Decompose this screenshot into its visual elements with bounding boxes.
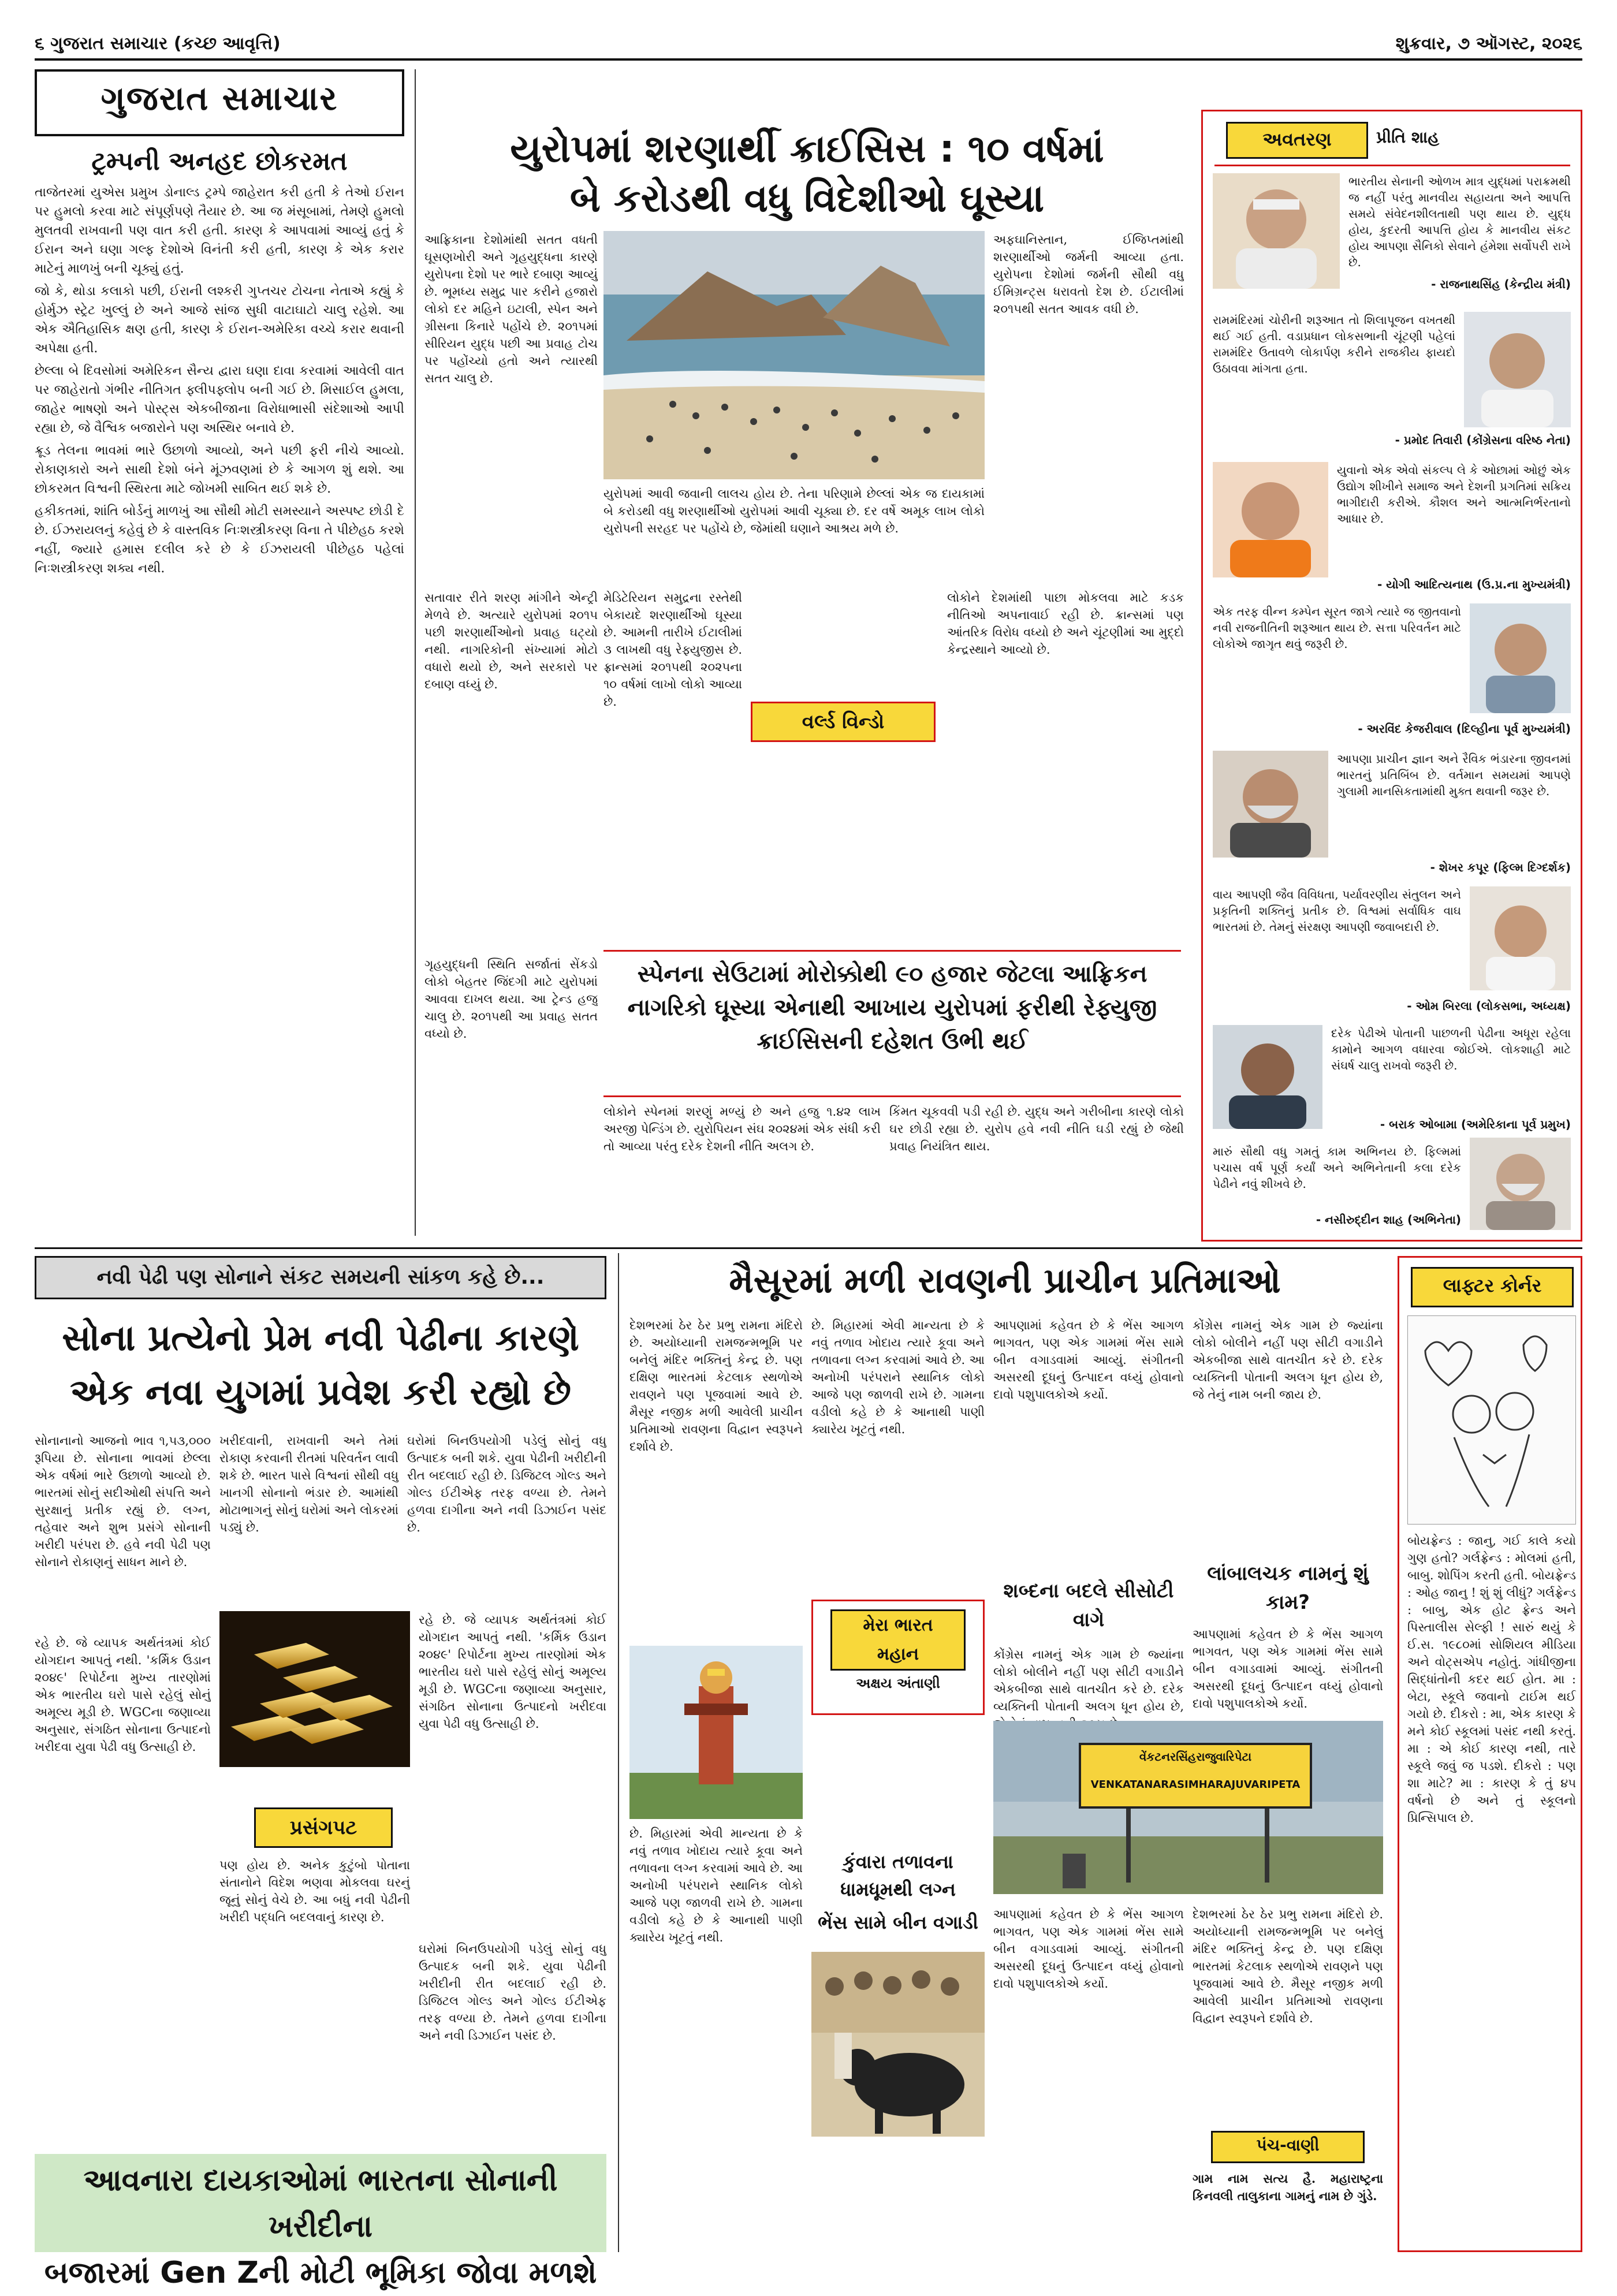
quote-pramod — [1213, 312, 1571, 456]
station-sign-photo — [993, 1721, 1383, 1894]
avtaran-editor: પ્રીતિ શાહ — [1376, 128, 1440, 147]
naseeruddin-portrait — [1470, 1138, 1571, 1230]
editorial-column — [35, 69, 404, 1236]
quote-text: યુવાનો એક એવો સંકલ્પ લે કે ઓછામાં ઓછું એક ઉદ્યોગ શીખીને સમાજ અને દેશની પ્રગતિમાં સક્રિય ભાગીદારી કરીએ. કૌશલ અને આત્મનિર્ભરતાનો આધાર છે. — [1337, 463, 1571, 525]
station-name-english: VENKATANARASIMHARAJUVARIPETA — [1090, 1779, 1301, 1791]
gold-col1: સોનાનાનો આજનો ભાવ ૧,૫૩,૦૦૦ રૂપિયા છે. સોનાના ભાવમાં છેલ્લા એક વર્ષમાં ભારે ઉછાળો આવ્યો છે. ભારતમાં સોનું સદીઓથી સંપત્તિ અને સુરક્ષાનું પ્રતીક રહ્યું છે. લગ્ન, તહેવાર અને શુભ પ્રસંગે સોનાની ખરીદી પરંપરા છે. હવે નવી પેઢી પણ સોનાને રોકાણનું સાધન માને છે. — [35, 1434, 211, 1569]
quote-om-birla — [1213, 886, 1571, 1022]
world-window-label: વર્લ્ડ વિન્ડો — [751, 702, 936, 742]
gold-headline — [35, 1311, 606, 1419]
world-window-col2: મેડિટેરિયન સમુદ્રના રસ્તેથી બેકાયદે શરણાર્થીઓ ઘૂસ્યા છે. આમની તારીખે ઈટાલીમાં ૩ લાખથી વધુ રેફ્યુજીસ છે. ફ્રાન્સમાં ૨૦૧૫થી ૨૦૨૫ના ૧૦ વર્ષમાં લાખો લોકો આવ્યા છે. — [603, 591, 742, 709]
quote-byline: - અરવિંદ કેજરીવાલ (દિલ્હીના પૂર્વ મુખ્યમંત્રી) — [1358, 722, 1571, 736]
column-divider — [618, 1253, 619, 2252]
world-window-col1: સતાવાર રીતે શરણ માંગીને એન્ટ્રી મેળવે છે. અત્યારે યુરોપમાં ૨૦૧૫ પછી શરણાર્થીઓનો પ્રવાહ ઘટ્યો નથી. નાગરિકોની સંખ્યામાં મોટો વધારો થયો છે, અને સરકારો પર દબાણ વધ્યું છે. — [424, 591, 598, 691]
masthead-strip — [35, 29, 1582, 61]
laughter-label: લાફ્ટર કોર્નર — [1411, 1267, 1574, 1307]
ravana-statue-illustration — [629, 1646, 803, 1819]
quote-shekhar — [1213, 751, 1571, 881]
station-illustration — [993, 1721, 1383, 1894]
gold-col5: પણ હોય છે. અનેક કુટુંબો પોતાના સંતાનોને વિદેશ ભણવા મોકલવા ઘરનું જૂનું સોનું વેચે છે. આ બધું નવી પેઢીની ખરીદી પદ્ધતિ બદલવાનું કારણ છે. — [219, 1858, 410, 1924]
gold-headline-line1: સોના પ્રત્યેનો પ્રેમ નવી પેઢીના કારણે — [62, 1317, 579, 1359]
quote-text: વાય આપણી જૈવ વિવિધતા, પર્યાવરણીય સંતુલન અને પ્રકૃતિની શક્તિનું પ્રતીક છે. વિશ્વમાં સર્વાધિક વાઘ ભારતમાં છે. તેમનું સંરક્ષણ આપણી જવાબદારી છે. — [1213, 888, 1461, 934]
gold-col4: રહે છે. જે વ્યાપક અર્થતંત્રમાં કોઈ યોગદાન આપતું નથી. 'કર્મિક ઉડાન ૨૦૪૯' રિપોર્ટના મુખ્ય તારણોમાં એક ભારતીય ઘરો પાસે રહેલું સોનું અમૂલ્ય મૂડી છે. WGCના જણાવ્યા અનુસાર, સંગઠિત સોનાના ઉત્પાદનો ખરીદવા યુવા પેઢી વધુ ઉત્સાહી છે. — [419, 1613, 606, 1731]
quote-obama — [1213, 1025, 1571, 1140]
panch-vani-text: ગામ નામ સત્ય હૈ. મહારાષ્ટ્રના કિનવલી તાલુકાના ગામનું નામ છે ગુંડે. — [1193, 2171, 1383, 2203]
laughter-box — [1398, 1256, 1582, 2252]
trump-paragraph: ક્રૂડ તેલના ભાવમાં ભારે ઉછાળો આવ્યો, અને પછી ફરી નીચે આવ્યો. રોકાણકારો અને સાથી દેશો બંને મૂંઝવણમાં છે કે આગળ શું થશે. આ છોકરમત વિશ્વની સ્થિરતા માટે જોખમી સાબિત થઈ શકે છે. — [35, 443, 404, 496]
refugee-beach-photo — [603, 231, 985, 479]
mysuru-col3: આપણામાં કહેવત છે કે ભેંસ આગળ ભાગવત, પણ એક ગામમાં ભેંસ સામે બીન વગાડવામાં આવ્યું. સંગીતની અસરથી દૂધનું ઉત્પાદન વધ્યું હોવાનો દાવો પશુપાલકોએ કર્યો. — [993, 1318, 1184, 1402]
quote-naseeruddin — [1213, 1143, 1571, 1236]
trump-headline: ટ્રમ્પની અનહદ છોકરમત — [91, 147, 348, 176]
quote-text: ભારતીય સેનાની ઓળખ માત્ર યુદ્ધમાં પરાક્રમથી જ નહીં પરંતુ માનવીય સહાયતા અને આપત્તિ સમયે સંવેદનશીલતાથી પણ થાય છે. યુદ્ધ હોય, કુદરતી આપત્તિ હોય કે માનવીય સંકટ હોય આપણા સૈનિકો સેવાને હંમેશા સર્વોપરી રાખે છે. — [1348, 174, 1571, 269]
gold-col3: ઘરોમાં બિનઉપયોગી પડેલું સોનું વધુ ઉત્પાદક બની શકે. યુવા પેઢીની ખરીદીની રીત બદલાઈ રહી છે. ડિજિટલ ગોલ્ડ અને ગોલ્ડ ઈટીએફ તરફ વળ્યા છે. તેમને હળવા દાગીના અને નવી ડિઝાઈન પસંદ છે. — [407, 1434, 606, 1534]
date-label: શુક્રવાર, ૭ ઑગસ્ટ, ૨૦૨૬ — [1395, 33, 1582, 54]
quote-byline: - પ્રમોદ તિવારી (કોંગ્રેસના વરિષ્ઠ નેતા) — [1395, 433, 1571, 447]
mysuru-col4: કોંગ્રેસ નામનું એક ગામ છે જ્યાંના લોકો બોલીને નહીં પણ સીટી વગાડીને એકબીજા સાથે વાતચીત કરે છે. દરેક વ્યક્તિની પોતાની અલગ ધૂન હોય છે, જે તેનું નામ બની જાય છે. — [1193, 1318, 1383, 1402]
mysuru-headline: મૈસૂરમાં મળી રાવણની પ્રાચીન પ્રતિમાઓ — [729, 1261, 1281, 1301]
quote-yogi — [1213, 462, 1571, 595]
avtaran-rule — [1214, 165, 1570, 166]
whistle-body: કોંગ્રેસ નામનું એક ગામ છે જ્યાંના લોકો બોલીને નહીં પણ સીટી વગાડીને એકબીજા સાથે વાતચીત કરે છે. દરેક વ્યક્તિની પોતાની અલગ ધૂન હોય છે, — [993, 1648, 1184, 1713]
mera-bharat-author: અક્ષય અંતાણી — [856, 1675, 940, 1691]
trump-paragraph: જો કે, થોડા કલાકો પછી, ઈરાની લશ્કરી ગુપ્તચર ટોચના નેતાએ કહ્યું કે હોર્મુઝ સ્ટ્રેટ ખુલ્લું છે અને આજે સાંજ સુધી વાટાઘાટો ચાલુ રહેશે. આ એક ઐતિહાસિક ક્ષણ હતી, કારણ કે ઈરાન-અમેરિકા વચ્ચે કરાર થવાની અપેક્ષા હતી. — [35, 284, 404, 356]
mysuru-col1b: છે. મિહારમાં એવી માન્યતા છે કે નવું તળાવ ખોદાય ત્યારે કૂવા અને તળાવના લગ્ન કરવામાં આવે છે. આ અનોખી પરંપરાને સ્થાનિક લોકો આજે પણ જાળવી રાખે છે. ગામના વડીલો કહે છે કે આનાથી પાણી ક્યારેય ખૂટતું નથી. — [629, 1827, 803, 1944]
europe-headline — [424, 124, 1190, 223]
kejriwal-portrait — [1470, 603, 1571, 713]
buffalo-photo — [811, 1952, 985, 2137]
buffalo-illustration — [811, 1952, 985, 2137]
mera-bharat-box — [811, 1600, 985, 1715]
gold-bars-photo — [219, 1611, 410, 1767]
quote-text: આપણા પ્રાચીન જ્ઞાન અને રૈવિક ભંડારના જીવનમાં ભારતનું પ્રતિબિંબ છે. વર્તમાન સમયમાં આપણે ગુલામી માનસિકતામાંથી મુક્ત થવાની જરૂર છે. — [1337, 752, 1571, 798]
column-divider — [415, 69, 416, 1236]
quote-text: એક તરફ વીન્ન કમ્પેન સૂરત જાગે ત્યારે જ જીતવાનો નવી રાજનીતિની શરૂઆત થાય છે. સત્તા પરિવર્તન માટે લોકોએ જાગૃત થવું જરૂરી છે. — [1213, 605, 1461, 651]
quote-kejriwal — [1213, 603, 1571, 745]
quote-text: મારું સૌથી વધુ ગમતું કામ અભિનય છે. ફિલ્મમાં પચાસ વર્ષ પૂર્ણ કર્યાં અને અભિનેતાની કલા દરેક પેઢીને નવું શીખવે છે. — [1213, 1145, 1461, 1191]
cartoon-illustration — [1408, 1316, 1575, 1524]
trump-paragraph: હકીકતમાં, શાંતિ બોર્ડનું માળખું આ સૌથી મોટી સમસ્યાને અસ્પષ્ટ છોડી દે છે. ઈઝરાયલનું કહેવું છે કે વાસ્તવિક નિઃશસ્ત્રીકરણ વિના તે પીછેહઠ કરશે નહીં, જ્યારે હમાસ દલીલ કરે છે કે ઈઝરાયલી પીછેહઠ પહેલાં નિઃશસ્ત્રીકરણ શક્ય નથી. — [35, 504, 404, 576]
trump-body — [35, 183, 404, 578]
world-window-bottom1: ગૃહયુદ્ધની સ્થિતિ સર્જાતાં સેંકડો લોકો બેહતર જિંદગી માટે યુરોપમાં આવવા દાખલ થયા. આ ટ્રેન્ડ હજુ ચાલુ છે. ૨૦૧૫થી આ પ્રવાહ સતત વધ્યો છે. — [424, 957, 598, 1041]
mysuru-col-bottom4: દેશભરમાં ઠેર ઠેર પ્રભુ રામના મંદિરો છે. અયોધ્યાની રામજન્મભૂમિ પર બનેલું મંદિર ભક્તિનું કેન્દ્ર છે. પણ દક્ષિણ ભારતમાં કેટલાક સ્થળોએ રાવણને પણ પૂજવામાં આવે છે. મૈસૂર નજીક મળી આવેલી પ્રાચીન પ્રતિમાઓ રાવણના વિદ્વાન સ્વરૂપને દર્શાવે છે. — [1193, 1907, 1383, 2025]
prasangpat-label: પ્રસંગપટ — [254, 1807, 393, 1848]
subhead-buffalo-been: ભેંસ સામે બીન વગાડી — [818, 1911, 978, 1933]
trump-paragraph: છેલ્લા બે દિવસોમાં અમેરિકન સૈન્ય દ્વારા ઘણા દાવા કરવામાં આવેલી વાત પર જાહેરાતો ગંભીર નીતિગત ફ્લીપફ્લોપ બની ગઈ છે. મિસાઈલ હુમલા, જાહેર ભાષણો અને પોસ્ટ્સ એકબીજાના વિરોધાભાસી સંદેશાઓ આપી રહ્યા છે, જે વૈશ્વિક બજારોને પણ અસ્થિર બનાવે છે. — [35, 364, 404, 435]
quote-byline: - રાજનાથસિંહ (કેન્દ્રીય મંત્રી) — [1431, 277, 1571, 291]
europe-col3: અફઘાનિસ્તાન, ઈજિપ્તમાંથી શરણાર્થીઓ જર્મની આવ્યા હતા. યુરોપના દેશોમાં જર્મની સૌથી વધુ ઈમિગ્રન્ટ્સ ધરાવતો દેશ છે. ઈટાલીમાં ૨૦૧૫થી સતત આવક વધી છે. — [993, 233, 1184, 316]
quote-text: દરેક પેઢીએ પોતાની પાછળની પેઢીના અધૂરા રહેલા કામોને આગળ વધારવા જોઈએ. લોકશાહી માટે સંઘર્ષ ચાલુ રાખવો જરૂરી છે. — [1331, 1026, 1571, 1072]
pramod-portrait — [1464, 312, 1571, 427]
quote-byline: - બરાક ઓબામા (અમેરિકાના પૂર્વ પ્રમુખ) — [1380, 1117, 1571, 1131]
quote-rajnath — [1213, 173, 1571, 303]
gold-col6: ઘરોમાં બિનઉપયોગી પડેલું સોનું વધુ ઉત્પાદક બની શકે. યુવા પેઢીની ખરીદીની રીત બદલાઈ રહી છે. ડિજિટલ ગોલ્ડ અને ગોલ્ડ ઈટીએફ તરફ વળ્યા છે. તેમને હળવા દાગીના અને નવી ડિઝાઈન પસંદ છે. — [419, 1942, 606, 2042]
gold-footer-line2: બજારમાં Gen Zની મોટી ભૂમિકા જોવા મળશે — [44, 2256, 597, 2290]
world-window-bottom2: લોકોને સ્પેનમાં શરણું મળ્યું છે અને હજુ ૧.૪૨ લાખ અરજી પેન્ડિંગ છે. યુરોપિયન સંઘ ૨૦૨૪માં એક સંધી કરી તો આવ્યા પરંતુ દરેક દેશની નીતિ અલગ છે. — [603, 1105, 881, 1153]
ravana-statue-photo — [629, 1646, 803, 1819]
gold-footer-line1: આવનારા દાયકાઓમાં ભારતના સોનાની ખરીદીના — [83, 2163, 558, 2244]
europe-col2: યુરોપમાં આવી જવાની લાલચ હોય છે. તેના પરિણામે છેલ્લાં એક જ દાયકામાં બે કરોડથી વધુ શરણાર્થીઓ યુરોપમાં આવી ચૂક્યા છે. દર વર્ષે અમૂક લાખ લોકો યુરોપની સરહદ પર પહોંચે છે, જેમાંથી ઘણાને આશ્રય મળે છે. — [603, 487, 985, 535]
shekhar-portrait — [1213, 751, 1328, 858]
beach-illustration — [603, 231, 985, 479]
mysuru-col1: દેશભરમાં ઠેર ઠેર પ્રભુ રામના મંદિરો છે. અયોધ્યાની રામજન્મભૂમિ પર બનેલું મંદિર ભક્તિનું કેન્દ્ર છે. પણ દક્ષિણ ભારતમાં કેટલાક સ્થળોએ રાવણને પણ પૂજવામાં આવે છે. મૈસૂર નજીક મળી આવેલી પ્રાચીન પ્રતિમાઓ રાવણના વિદ્વાન સ્વરૂપને દર્શાવે છે. — [629, 1318, 803, 1453]
gold-col1b: રહે છે. જે વ્યાપક અર્થતંત્રમાં કોઈ યોગદાન આપતું નથી. 'કર્મિક ઉડાન ૨૦૪૯' રિપોર્ટના મુખ્ય તારણોમાં એક ભારતીય ઘરો પાસે રહેલું સોનું અમૂલ્ય મૂડી છે. WGCના જણાવ્યા અનુસાર, સંગઠિત સોનાના ઉત્પાદનો ખરીદવા યુવા પેઢી વધુ ઉત્સાહી છે. — [35, 1636, 211, 1754]
mahan-line: મહાન — [877, 1644, 919, 1664]
subhead-long-name: લાંબાલચક નામનું શું કામ? — [1207, 1562, 1369, 1614]
gold-bars-illustration — [219, 1611, 410, 1767]
trump-paragraph: તાજેતરમાં યુએસ પ્રમુખ ડોનાલ્ડ ટ્રમ્પે જાહેરાત કરી હતી કે તેઓ ઈરાન પર હુમલો કરવા માટે સંપૂર્ણપણે તૈયાર છે. આ જ મંસૂબામાં, તેમણે હુમલો મુલતવી રાખવાની પણ વાત કરી હતી. કારણ કે આપવામાં આવ્યું હતું કે ઈરાન અને ઘણા ગલ્ફ દેશોએ વિનંતી કરી હતી, કારણ કે એક કરાર માટેનું માળખું બની ચૂક્યું હતું. — [35, 185, 404, 276]
gold-headline-line2: એક નવા યુગમાં પ્રવેશ કરી રહ્યો છે — [70, 1371, 571, 1413]
mysuru-col-bottom3: આપણામાં કહેવત છે કે ભેંસ આગળ ભાગવત, પણ એક ગામમાં ભેંસ સામે બીન વગાડવામાં આવ્યું. સંગીતની અસરથી દૂધનું ઉત્પાદન વધ્યું હોવાનો દાવો પશુપાલકોએ કર્યો. — [993, 1907, 1184, 1991]
gold-col2: ખરીદવાની, રાખવાની અને તેમાં રોકાણ કરવાની રીતમાં પરિવર્તન લાવી શકે છે. ભારત પાસે વિશ્વનાં સૌથી વધુ ખાનગી સોનાનો ભંડાર છે. આમાંથી મોટાભાગનું સોનું ઘરોમાં અને લોકરમાં પડ્યું છે. — [219, 1434, 398, 1534]
quote-byline: - શેખર કપૂર (ફિલ્મ દિગ્દર્શક) — [1430, 860, 1571, 874]
gold-kicker: નવી પેઢી પણ સોનાને સંકટ સમયની સાંકળ કહે છે... — [35, 1256, 606, 1299]
long-name-body: આપણામાં કહેવત છે કે ભેંસ આગળ ભાગવત, પણ એક ગામમાં ભેંસ સામે બીન વગાડવામાં આવ્યું. સંગીતની અસરથી દૂધનું ઉત્પાદન વધ્યું હોવાનો દાવો પશુપાલકોએ કર્યો. — [1193, 1627, 1383, 1710]
newspaper-logo: ગુજરાત સમાચાર — [35, 69, 404, 136]
mysuru-col2: છે. મિહારમાં એવી માન્યતા છે કે નવું તળાવ ખોદાય ત્યારે કૂવા અને તળાવના લગ્ન કરવામાં આવે છે. આ અનોખી પરંપરાને સ્થાનિક લોકો આજે પણ જાળવી રાખે છે. ગામના વડીલો કહે છે કે આનાથી પાણી ક્યારેય ખૂટતું નથી. — [811, 1318, 985, 1436]
refugee-callout: સ્પેનના સેઉટામાં મોરોક્કોથી ૯૦ હજાર જેટલા આફ્રિકન નાગરિકો ઘૂસ્યા એનાથી આખાય યુરોપમાં ફરીથી રેફ્યુજી ક્રાઈસિસની દહેશત ઉભી થઈ — [603, 950, 1181, 1097]
couple-cartoon — [1407, 1315, 1576, 1525]
europe-headline-line2: બે કરોડથી વધુ વિદેશીઓ ઘૂસ્યા — [569, 176, 1045, 221]
mera-bharat-line: મેરા ભારત — [863, 1615, 933, 1635]
edition-label: ૬ ગુજરાત સમાચાર (કચ્છ આવૃત્તિ) — [35, 33, 281, 54]
rajnath-portrait — [1213, 173, 1340, 289]
world-window-col3: લોકોને દેશમાંથી પાછા મોકલવા માટે કડક નીતિઓ અપનાવાઈ રહી છે. ક્રાન્સમાં પણ આંતરિક વિરોધ વધ્યો છે અને ચૂંટણીમાં આ મુદ્દો કેન્દ્રસ્થાને આવ્યો છે. — [947, 591, 1184, 657]
gold-footer-banner — [35, 2154, 606, 2290]
quote-byline: - ઓમ બિરલા (લોકસભા, અધ્યક્ષ) — [1407, 999, 1571, 1013]
quote-byline: - યોગી આદિત્યનાથ (ઉ.પ્ર.ના મુખ્યમંત્રી) — [1377, 577, 1571, 591]
yogi-portrait — [1213, 462, 1328, 577]
europe-col1: આફ્રિકાના દેશોમાંથી સતત વધતી ઘૂસણખોરી અને ગૃહયુદ્ધના કારણે યુરોપના દેશો પર ભારે દબાણ આવ્યું છે. ભૂમધ્ય સમુદ્ર પાર કરીને હજારો લોકો દર મહિને ઇટાલી, સ્પેન અને ગ્રીસના કિનારે પહોંચે છે. ૨૦૧૫માં સીરિયન યુદ્ધ પછી આ પ્રવાહ ટોચ પર પહોંચ્યો હતો અને ત્યારથી સતત ચાલુ છે. — [424, 233, 598, 385]
section-divider — [35, 1247, 1582, 1249]
om-birla-portrait — [1470, 886, 1571, 990]
subhead-pond-wedding: કુંવારા તળાવના ધામધૂમથી લગ્ન — [840, 1851, 956, 1900]
panch-vani-box — [1193, 2131, 1383, 2252]
europe-headline-line1: યુરોપમાં શરણાર્થી ક્રાઈસિસ : ૧૦ વર્ષમાં — [510, 126, 1104, 171]
laughter-text: બોયફ્રેન્ડ : જાનુ, ગઈ કાલે કયો ગુણ હતો? ગર્લફ્રેન્ડ : મોલમાં હતી, બાબુ. શોપિંગ કરતી હતી. બોયફ્રેન્ડ : ઓહ જાનુ ! શું શું લીધું? ગર્લફ્રેન્ડ : બાબુ, એક હોટ ફ્રેન્ડ અને પિસ્તાલીસ સેલ્ફી ! સારું થયું કે ઈ.સ. ૧૯૮૦માં સોશિયલ મીડિયા અને વોટ્સએપ નહોતું. ગાંધીજીના સિદ્ધાંતોની કદર થઈ હોત. મા : બેટા, સ્કૂલે જવાનો ટાઈમ થઈ ગયો છે. દીકરો : મા, એક કારણ કે મને કોઈ સ્કૂલમાં પસંદ નથી કરતું. મા : એ કોઈ કારણ નથી, તારે સ્કૂલે જવું જ પડશે. દીકરો : પણ શા માટે? મા : કારણ કે તું ૪૫ વર્ષનો છે અને તું સ્કૂલનો પ્રિન્સિપાલ છે. — [1407, 1534, 1576, 1825]
mera-bharat-label — [830, 1609, 966, 1671]
quote-byline: - નસીરુદ્દીન શાહ (અભિનેતા) — [1316, 1213, 1461, 1227]
subhead-whistle: શબ્દના બદલે સીસોટી વાગે — [1003, 1579, 1174, 1631]
avtaran-label: અવતરણ — [1226, 122, 1368, 159]
world-window-bottom3: કિંમત ચૂકવવી પડી રહી છે. યુદ્ધ અને ગરીબીના કારણે લોકો ઘર છોડી રહ્યા છે. યુરોપ હવે નવી નીતિ ઘડી રહ્યું છે જેથી પ્રવાહ નિયંત્રિત થાય. — [889, 1105, 1184, 1153]
quote-text: રામમંદિરમાં ચોરીની શરૂઆત તો શિલાપૂજન વખતથી થઈ ગઈ હતી. વડાપ્રધાન લોકસભાની ચૂંટણી પહેલાં રામમંદિર ઉતાવળે લોકાર્પણ કરીને રાજકીય ફાયદો ઉઠાવવા માંગતા હતા. — [1213, 313, 1455, 375]
station-name-gujarati: વેંકટનરસિંહરાજુવારિપેટા — [1139, 1750, 1252, 1764]
obama-portrait — [1213, 1025, 1322, 1129]
panch-vani-label: પંચ-વાણી — [1211, 2131, 1365, 2163]
